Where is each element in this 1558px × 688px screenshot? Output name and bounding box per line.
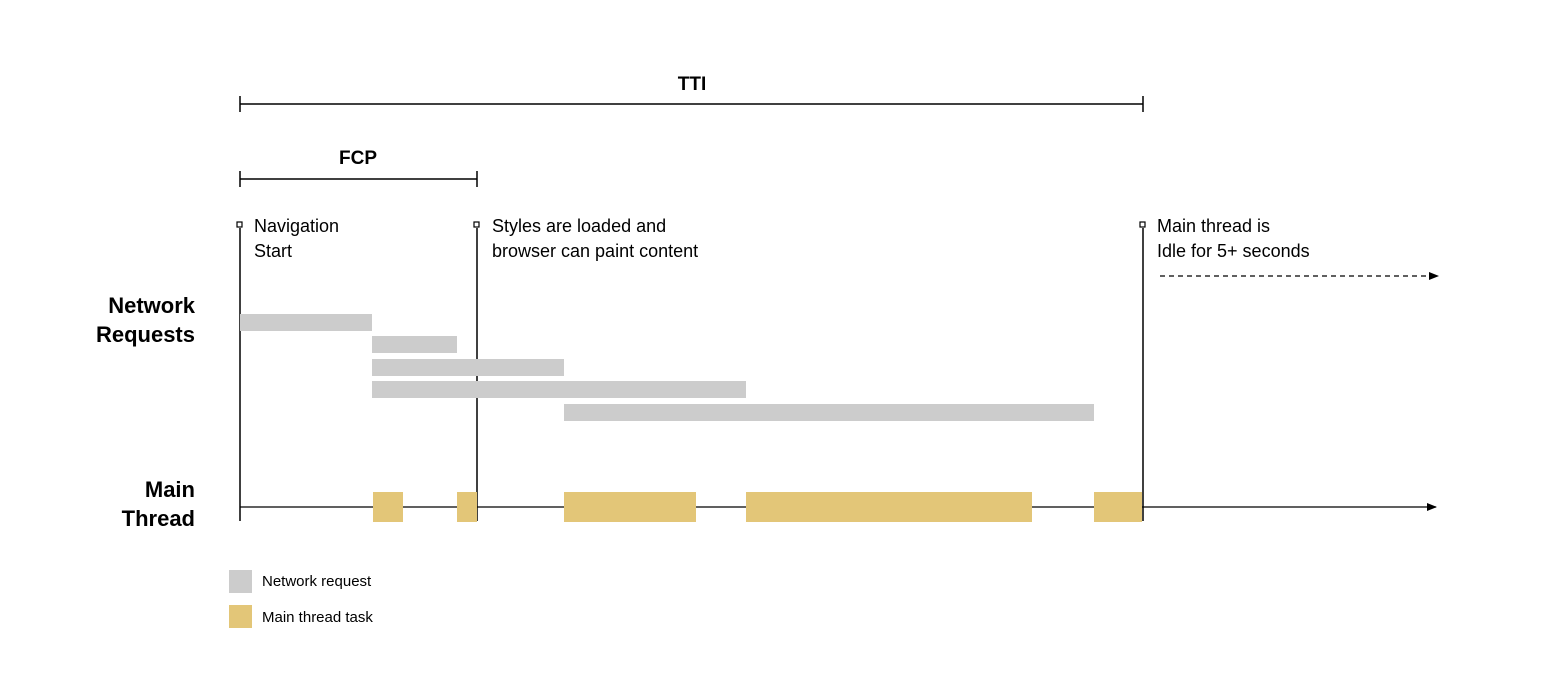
legend-task-swatch — [229, 605, 252, 628]
main-thread-task-bar — [457, 492, 477, 522]
marker-navigation-start — [237, 222, 242, 521]
main-idle-marker-square — [1140, 222, 1145, 227]
legend-network-label: Network request — [262, 573, 372, 590]
navigation-start-label-line2: Start — [254, 241, 293, 261]
network-row-label-line2: Requests — [95, 322, 195, 347]
network-request-bar — [564, 404, 1094, 421]
main-thread-task-bar — [564, 492, 696, 522]
network-request-bar — [372, 336, 457, 353]
fcp-label: FCP — [339, 148, 377, 169]
navigation-start-marker-square — [237, 222, 242, 227]
fcp-bracket — [240, 148, 477, 187]
styles-loaded-marker-square — [474, 222, 479, 227]
main-thread-task-bar — [373, 492, 403, 522]
main-row-label-line1: Main — [144, 477, 195, 502]
marker-main-idle — [1140, 222, 1145, 521]
styles-loaded-label-line1: Styles are loaded and — [492, 216, 667, 236]
network-request-bar — [372, 381, 746, 398]
tti-bracket — [240, 74, 1143, 112]
main-idle-label-line1: Main thread is — [1157, 216, 1271, 236]
main-thread-task-bar — [746, 492, 1032, 522]
network-request-bar — [372, 359, 564, 376]
legend-network-swatch — [229, 570, 252, 593]
main-row-label-line2: Thread — [121, 506, 195, 531]
legend-task-label: Main thread task — [262, 609, 373, 626]
main-thread-task-bar — [1094, 492, 1142, 522]
tti-label: TTI — [677, 74, 707, 95]
main-idle-label-line2: Idle for 5+ seconds — [1157, 241, 1310, 261]
styles-loaded-label-line2: browser can paint content — [492, 241, 699, 261]
network-row-label-line1: Network — [108, 293, 195, 318]
legend — [229, 570, 373, 628]
network-request-bar — [240, 314, 372, 331]
network-requests — [240, 314, 1094, 421]
navigation-start-label-line1: Navigation — [254, 216, 340, 236]
